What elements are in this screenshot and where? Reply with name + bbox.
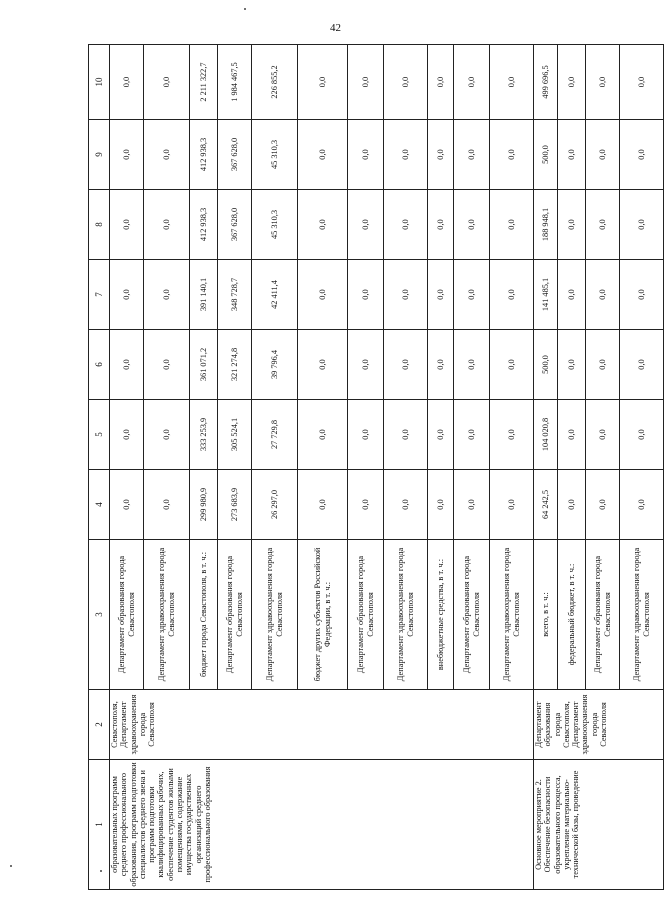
value-cell: 0,0	[558, 190, 586, 260]
value-cell: 0,0	[558, 400, 586, 470]
header-cell: 10	[89, 45, 110, 120]
value-cell: 64 242,5	[534, 470, 558, 540]
value-cell: 0,0	[298, 330, 348, 400]
value-cell: 0,0	[620, 120, 664, 190]
header-cell: 5	[89, 400, 110, 470]
value-cell: 0,0	[490, 190, 534, 260]
value-cell: 0,0	[428, 45, 454, 120]
funding-source-cell: Департамент образования города Севастополя	[218, 540, 252, 690]
funding-source-cell: Департамент здравоохранения города Севастополя	[384, 540, 428, 690]
value-cell: 0,0	[384, 400, 428, 470]
value-cell: 0,0	[454, 120, 490, 190]
value-cell: 361 071,2	[190, 330, 218, 400]
value-cell: 0,0	[428, 470, 454, 540]
value-cell: 0,0	[490, 120, 534, 190]
activity-cell: Основное мероприятие 2. Обеспечение безопасности образовательного процесса, укрепление материально-технической базы, проведение	[534, 760, 664, 890]
header-cell: 4	[89, 470, 110, 540]
value-cell: 141 485,1	[534, 260, 558, 330]
value-cell: 226 855,2	[252, 45, 298, 120]
value-cell: 0,0	[490, 470, 534, 540]
value-cell: 0,0	[348, 470, 384, 540]
value-cell: 0,0	[454, 400, 490, 470]
value-cell: 0,0	[144, 190, 190, 260]
value-cell: 0,0	[298, 190, 348, 260]
funding-source-cell: бюджет города Севастополя, в т. ч.:	[190, 540, 218, 690]
page-number: 42	[330, 22, 341, 34]
value-cell: 0,0	[110, 260, 144, 330]
value-cell: 0,0	[348, 260, 384, 330]
funding-source-cell: Департамент здравоохранения города Севастополя	[490, 540, 534, 690]
value-cell: 412 938,3	[190, 120, 218, 190]
value-cell: 0,0	[490, 330, 534, 400]
header-cell: 6	[89, 330, 110, 400]
value-cell: 0,0	[428, 400, 454, 470]
header-cell: 3	[89, 540, 110, 690]
value-cell: 0,0	[428, 260, 454, 330]
value-cell: 0,0	[110, 120, 144, 190]
funding-source-cell: Департамент здравоохранения города Севастополя	[144, 540, 190, 690]
funding-source-cell: всего, в т. ч.:	[534, 540, 558, 690]
scan-speck	[244, 8, 246, 10]
value-cell: 0,0	[558, 330, 586, 400]
value-cell: 0,0	[348, 400, 384, 470]
value-cell: 0,0	[620, 260, 664, 330]
value-cell: 367 628,0	[218, 190, 252, 260]
rotated-table-container	[88, 45, 651, 890]
table-row	[110, 45, 144, 890]
value-cell: 0,0	[298, 470, 348, 540]
funding-source-cell: внебюджетные средства, в т. ч.:	[428, 540, 454, 690]
value-cell: 0,0	[558, 470, 586, 540]
value-cell: 348 728,7	[218, 260, 252, 330]
header-cell: 8	[89, 190, 110, 260]
value-cell: 0,0	[110, 45, 144, 120]
value-cell: 0,0	[144, 260, 190, 330]
scan-speck	[100, 870, 102, 872]
value-cell: 305 524,1	[218, 400, 252, 470]
value-cell: 0,0	[586, 120, 620, 190]
header-cell: 1	[89, 760, 110, 890]
funding-source-cell: Департамент образования города Севастополя	[586, 540, 620, 690]
value-cell: 0,0	[490, 400, 534, 470]
funding-source-cell: бюджет других субъектов Российской Федерации, в т. ч.:	[298, 540, 348, 690]
header-cell: 9	[89, 120, 110, 190]
value-cell: 0,0	[558, 260, 586, 330]
value-cell: 0,0	[110, 400, 144, 470]
executor-cell: Севастополя, Департамент здравоохранения города Севастополя	[110, 690, 534, 760]
funding-source-cell: Департамент образования города Севастополя	[348, 540, 384, 690]
value-cell: 0,0	[454, 470, 490, 540]
value-cell: 0,0	[144, 330, 190, 400]
value-cell: 0,0	[384, 260, 428, 330]
value-cell: 0,0	[490, 45, 534, 120]
value-cell: 1 984 467,5	[218, 45, 252, 120]
value-cell: 500,0	[534, 120, 558, 190]
value-cell: 0,0	[428, 120, 454, 190]
value-cell: 0,0	[586, 400, 620, 470]
value-cell: 0,0	[298, 120, 348, 190]
value-cell: 0,0	[144, 120, 190, 190]
value-cell: 499 696,5	[534, 45, 558, 120]
value-cell: 2 211 322,7	[190, 45, 218, 120]
funding-source-cell: Департамент здравоохранения города Севастополя	[620, 540, 664, 690]
value-cell: 500,0	[534, 330, 558, 400]
value-cell: 0,0	[454, 45, 490, 120]
value-cell: 0,0	[384, 330, 428, 400]
value-cell: 26 297,0	[252, 470, 298, 540]
value-cell: 0,0	[298, 400, 348, 470]
value-cell: 0,0	[454, 190, 490, 260]
value-cell: 273 683,9	[218, 470, 252, 540]
value-cell: 0,0	[110, 190, 144, 260]
value-cell: 0,0	[348, 330, 384, 400]
value-cell: 0,0	[490, 260, 534, 330]
value-cell: 0,0	[348, 45, 384, 120]
value-cell: 39 796,4	[252, 330, 298, 400]
value-cell: 0,0	[586, 260, 620, 330]
value-cell: 0,0	[384, 120, 428, 190]
value-cell: 0,0	[620, 190, 664, 260]
value-cell: 367 628,0	[218, 120, 252, 190]
funding-source-cell: Департамент образования города Севастополя	[110, 540, 144, 690]
executor-cell: Департамент образования города Севастополя, Департамент здравоохранения города Севастополя	[534, 690, 664, 760]
value-cell: 0,0	[586, 330, 620, 400]
value-cell: 0,0	[586, 45, 620, 120]
value-cell: 333 253,9	[190, 400, 218, 470]
value-cell: 0,0	[348, 120, 384, 190]
header-row	[89, 45, 110, 890]
value-cell: 0,0	[620, 45, 664, 120]
funding-source-cell: Департамент образования города Севастополя	[454, 540, 490, 690]
value-cell: 0,0	[110, 470, 144, 540]
funding-source-cell: федеральный бюджет, в т. ч.:	[558, 540, 586, 690]
value-cell: 321 274,8	[218, 330, 252, 400]
value-cell: 45 310,3	[252, 190, 298, 260]
header-cell: 7	[89, 260, 110, 330]
funding-source-cell: Департамент здравоохранения города Севастополя	[252, 540, 298, 690]
value-cell: 0,0	[620, 400, 664, 470]
value-cell: 0,0	[144, 470, 190, 540]
value-cell: 0,0	[428, 190, 454, 260]
value-cell: 0,0	[558, 120, 586, 190]
value-cell: 104 020,8	[534, 400, 558, 470]
table-body	[89, 45, 664, 890]
value-cell: 27 729,8	[252, 400, 298, 470]
value-cell: 0,0	[384, 45, 428, 120]
value-cell: 0,0	[298, 45, 348, 120]
value-cell: 0,0	[348, 190, 384, 260]
value-cell: 391 140,1	[190, 260, 218, 330]
value-cell: 0,0	[620, 470, 664, 540]
value-cell: 45 310,3	[252, 120, 298, 190]
value-cell: 0,0	[110, 330, 144, 400]
value-cell: 0,0	[454, 330, 490, 400]
value-cell: 42 411,4	[252, 260, 298, 330]
value-cell: 0,0	[428, 330, 454, 400]
value-cell: 0,0	[586, 470, 620, 540]
value-cell: 0,0	[620, 330, 664, 400]
value-cell: 0,0	[586, 190, 620, 260]
value-cell: 412 938,3	[190, 190, 218, 260]
value-cell: 299 980,9	[190, 470, 218, 540]
value-cell: 188 948,1	[534, 190, 558, 260]
value-cell: 0,0	[384, 190, 428, 260]
value-cell: 0,0	[384, 470, 428, 540]
value-cell: 0,0	[144, 45, 190, 120]
value-cell: 0,0	[298, 260, 348, 330]
budget-table	[88, 44, 664, 890]
table-row	[534, 45, 558, 890]
scan-speck	[10, 865, 12, 867]
header-cell: 2	[89, 690, 110, 760]
value-cell: 0,0	[558, 45, 586, 120]
activity-cell: образовательных программ среднего профессионального образования, программ подготовки специалистов среднего звена и программ подготовки квалифицированных рабочих, обеспечение студентов жилыми помещениями, содержание имущества государственных организаций среднего профессионального образования	[110, 760, 534, 890]
value-cell: 0,0	[454, 260, 490, 330]
value-cell: 0,0	[144, 400, 190, 470]
